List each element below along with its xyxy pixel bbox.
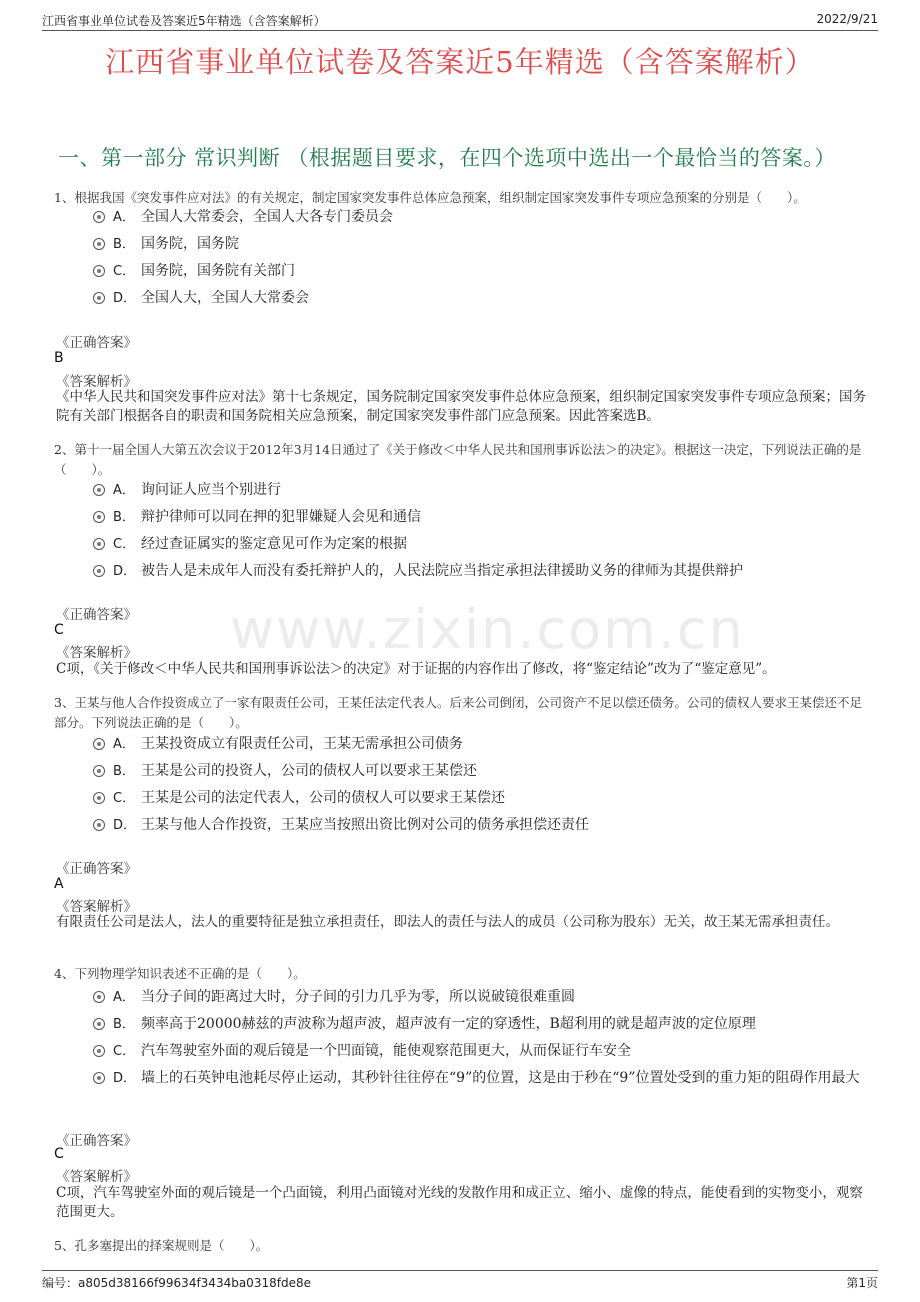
q3-option-a[interactable]: A． 王某投资成立有限责任公司，王某无需承担公司债务 xyxy=(93,733,883,756)
q2-explanation: C项，《关于修改＜中华人民共和国刑事诉讼法＞的决定》对于证据的内容作出了修改，将“鉴定结论”改为了“鉴定意见”。 xyxy=(56,661,776,677)
radio-icon[interactable] xyxy=(93,511,105,523)
q1-explanation: 《中华人民共和国突发事件应对法》第十七条规定，国务院制定国家突发事件总体应急预案，组织制定国家突发事件专项应急预案；国务院有关部门根据各自的职责和国务院相关应急预案，制定国家突发事件部门应急预案。因此答案选B。 xyxy=(56,389,866,424)
q4-answer: C xyxy=(54,1146,64,1162)
q4-option-b[interactable]: B． 频率高于20000赫兹的声波称为超声波，超声波有一定的穿透性，B超利用的就是超声波的定位原理 xyxy=(93,1013,883,1036)
q2-option-d[interactable]: D． 被告人是未成年人而没有委托辩护人的，人民法院应当指定承担法律援助义务的律师为其提供辩护 xyxy=(93,560,883,583)
q4-option-a[interactable]: A． 当分子间的距离过大时，分子间的引力几乎为零，所以说破镜很难重圆 xyxy=(93,986,883,1009)
q1-option-d[interactable]: D． 全国人大，全国人大常委会 xyxy=(93,287,883,310)
question-1-text: 1、根据我国《突发事件应对法》的有关规定，制定国家突发事件总体应急预案，组织制定国家突发事件专项应急预案的分别是（ ）。 xyxy=(54,190,806,205)
question-5-text: 5、孔多塞提出的择案规则是（ ）。 xyxy=(54,1238,269,1253)
q3-correct-label: 《正确答案》 xyxy=(56,861,137,877)
radio-icon[interactable] xyxy=(93,292,105,304)
q4-option-c[interactable]: C． 汽车驾驶室外面的观后镜是一个凹面镜，能使观察范围更大，从而保证行车安全 xyxy=(93,1040,883,1063)
question-3-text: 3、王某与他人合作投资成立了一家有限责任公司，王某任法定代表人。后来公司倒闭，公司资产不足以偿还债务。公司的债权人要求王某偿还不足部分。下列说法正确的是（ ）。 xyxy=(54,695,862,730)
radio-icon[interactable] xyxy=(93,211,105,223)
q3-option-c[interactable]: C． 王某是公司的法定代表人，公司的债权人可以要求王某偿还 xyxy=(93,787,883,810)
radio-icon[interactable] xyxy=(93,792,105,804)
page-footer xyxy=(42,1270,878,1293)
q3-option-d[interactable]: D． 王某与他人合作投资，王某应当按照出资比例对公司的债务承担偿还责任 xyxy=(93,814,883,837)
q3-answer: A xyxy=(54,876,64,892)
radio-icon[interactable] xyxy=(93,1045,105,1057)
q1-correct-label: 《正确答案》 xyxy=(56,335,137,351)
header-date: 2022/9/21 xyxy=(816,12,878,26)
q4-option-d[interactable]: D． 墙上的石英钟电池耗尽停止运动，其秒针往往停在“9”的位置，这是由于秒在“9”位置处受到的重力矩的阻碍作用最大 xyxy=(93,1067,883,1090)
radio-icon[interactable] xyxy=(93,565,105,577)
q3-analysis-label: 《答案解析》 xyxy=(56,899,137,915)
q1-analysis-label: 《答案解析》 xyxy=(56,374,137,390)
watermark: www.zixin.com.cn xyxy=(230,598,745,661)
q4-analysis-label: 《答案解析》 xyxy=(56,1169,137,1185)
header-doc-title: 江西省事业单位试卷及答案近5年精选（含答案解析） xyxy=(42,14,326,28)
radio-icon[interactable] xyxy=(93,1018,105,1030)
section-heading: 一、第一部分 常识判断 （根据题目要求，在四个选项中选出一个最恰当的答案。） xyxy=(58,146,836,170)
question-4-text: 4、下列物理学知识表述不正确的是（ ）。 xyxy=(54,966,306,981)
radio-icon[interactable] xyxy=(93,738,105,750)
q3-explanation: 有限责任公司是法人，法人的重要特征是独立承担责任，即法人的责任与法人的成员（公司称为股东）无关，故王某无需承担责任。 xyxy=(56,914,839,930)
q2-correct-label: 《正确答案》 xyxy=(56,607,137,623)
radio-icon[interactable] xyxy=(93,484,105,496)
radio-icon[interactable] xyxy=(93,765,105,777)
q2-option-a[interactable]: A． 询问证人应当个别进行 xyxy=(93,479,883,502)
q2-option-b[interactable]: B． 辩护律师可以同在押的犯罪嫌疑人会见和通信 xyxy=(93,506,883,529)
radio-icon[interactable] xyxy=(93,265,105,277)
q4-correct-label: 《正确答案》 xyxy=(56,1133,137,1149)
q1-answer: B xyxy=(54,350,64,366)
radio-icon[interactable] xyxy=(93,991,105,1003)
footer-code: 编号：a805d38166f99634f3434ba0318fde8e xyxy=(42,1276,311,1290)
page-title: 江西省事业单位试卷及答案近5年精选（含答案解析） xyxy=(105,45,815,79)
q4-explanation: C项，汽车驾驶室外面的观后镜是一个凸面镜，利用凸面镜对光线的发散作用和成正立、缩小、虚像的特点，能使看到的实物变小，观察范围更大。 xyxy=(56,1185,863,1220)
q3-option-b[interactable]: B． 王某是公司的投资人，公司的债权人可以要求王某偿还 xyxy=(93,760,883,783)
question-2-text: 2、第十一届全国人大第五次会议于2012年3月14日通过了《关于修改＜中华人民共和国刑事诉讼法＞的决定》。根据这一决定，下列说法正确的是（ ）。 xyxy=(54,442,862,477)
q1-option-c[interactable]: C． 国务院，国务院有关部门 xyxy=(93,260,883,283)
radio-icon[interactable] xyxy=(93,238,105,250)
q1-option-a[interactable]: A． 全国人大常委会，全国人大各专门委员会 xyxy=(93,206,883,229)
footer-page: 第1页 xyxy=(846,1276,878,1290)
radio-icon[interactable] xyxy=(93,538,105,550)
q2-analysis-label: 《答案解析》 xyxy=(56,645,137,661)
q1-option-b[interactable]: B． 国务院，国务院 xyxy=(93,233,883,256)
page-header xyxy=(42,10,878,31)
radio-icon[interactable] xyxy=(93,1072,105,1084)
q2-option-c[interactable]: C． 经过查证属实的鉴定意见可作为定案的根据 xyxy=(93,533,883,556)
q2-answer: C xyxy=(54,622,64,638)
radio-icon[interactable] xyxy=(93,819,105,831)
